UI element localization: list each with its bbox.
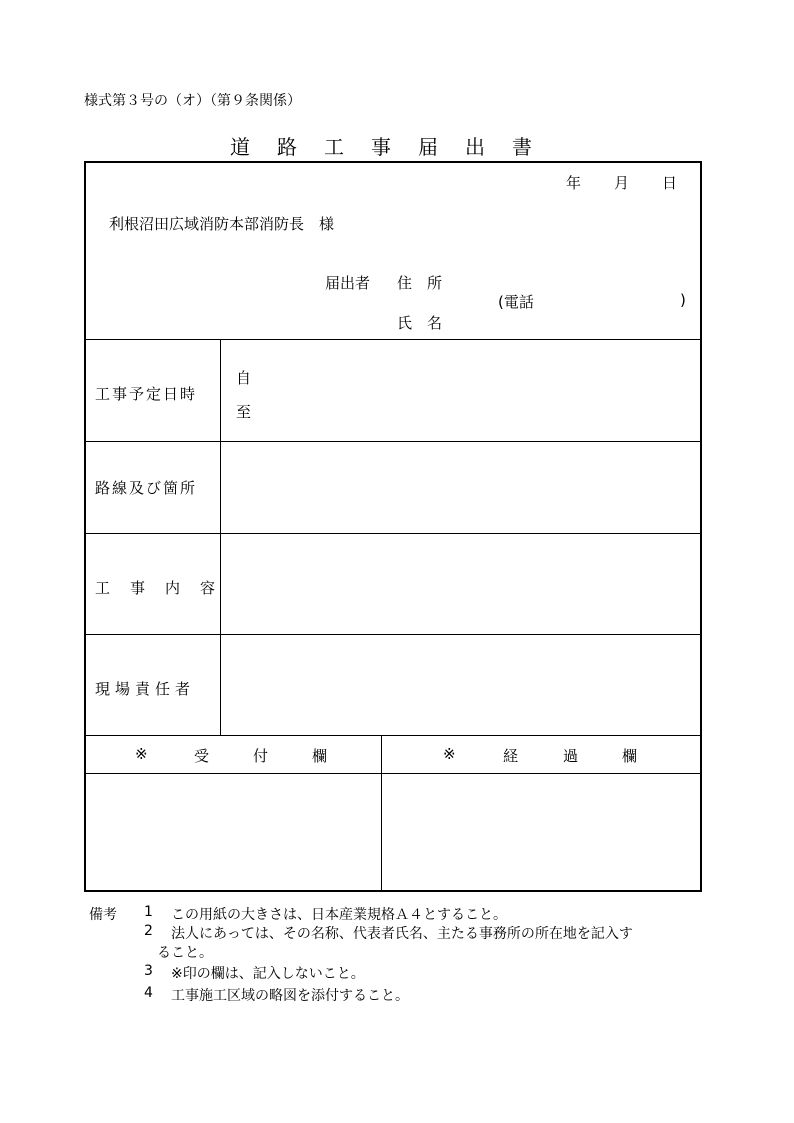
- applicant-label: 届出者: [325, 274, 371, 292]
- date-month: 月: [614, 174, 630, 192]
- column-divider: [220, 339, 221, 735]
- schedule-label: 工事予定日時: [95, 385, 198, 403]
- note-text: 工事施工区域の略図を添付すること。: [171, 988, 409, 1004]
- notes-heading: 備考: [89, 907, 117, 923]
- schedule-to: 至: [236, 403, 252, 421]
- title-char: 事: [371, 135, 391, 159]
- row-divider: [84, 441, 220, 442]
- reception-char: 欄: [312, 747, 328, 765]
- schedule-from: 自: [236, 369, 252, 387]
- row-divider: [84, 533, 702, 534]
- note-text-continued: ること。: [157, 945, 213, 961]
- title-char: 路: [277, 135, 297, 159]
- reception-mark: ※: [135, 745, 148, 763]
- reception-char: 受: [194, 747, 210, 765]
- phone-label: (電話: [498, 293, 534, 311]
- title-char: 書: [512, 135, 532, 159]
- route-label: 路線及び箇所: [95, 479, 198, 497]
- title-char: 出: [465, 135, 485, 159]
- manager-label: 現場責任者: [95, 680, 196, 698]
- date-day: 日: [662, 174, 678, 192]
- content-label: 工事内容: [95, 579, 236, 597]
- reception-char: 付: [253, 747, 269, 765]
- row-divider: [84, 735, 702, 736]
- progress-mark: ※: [443, 745, 456, 763]
- form-code: 様式第３号の（オ）（第９条関係）: [84, 93, 301, 109]
- note-number: 3: [144, 963, 153, 979]
- progress-char: 過: [563, 747, 579, 765]
- document-title: [230, 131, 559, 160]
- note-text: この用紙の大きさは、日本産業規格Ａ４とすること。: [171, 907, 507, 923]
- phone-close: ): [680, 291, 686, 309]
- title-char: 道: [230, 135, 250, 159]
- row-divider: [84, 773, 702, 774]
- row-divider: [84, 339, 702, 340]
- addressee: 利根沼田広域消防本部消防長 様: [109, 215, 335, 233]
- row-divider: [220, 441, 702, 442]
- date-year: 年: [566, 174, 582, 192]
- title-char: 工: [324, 135, 344, 159]
- progress-char: 欄: [622, 747, 638, 765]
- title-char: 届: [418, 135, 438, 159]
- note-text: 法人にあっては、その名称、代表者氏名、主たる事務所の所在地を記入す: [171, 926, 633, 942]
- progress-char: 経: [503, 747, 519, 765]
- address-label: 住 所: [397, 274, 443, 292]
- note-number: 1: [144, 904, 153, 920]
- form-frame: [84, 161, 702, 892]
- column-divider: [381, 735, 382, 892]
- note-text: ※印の欄は、記入しないこと。: [171, 966, 365, 982]
- note-number: 4: [144, 985, 153, 1001]
- name-label: 氏 名: [397, 314, 443, 332]
- date-line: [566, 172, 710, 193]
- row-divider: [84, 634, 702, 635]
- note-number: 2: [144, 923, 153, 939]
